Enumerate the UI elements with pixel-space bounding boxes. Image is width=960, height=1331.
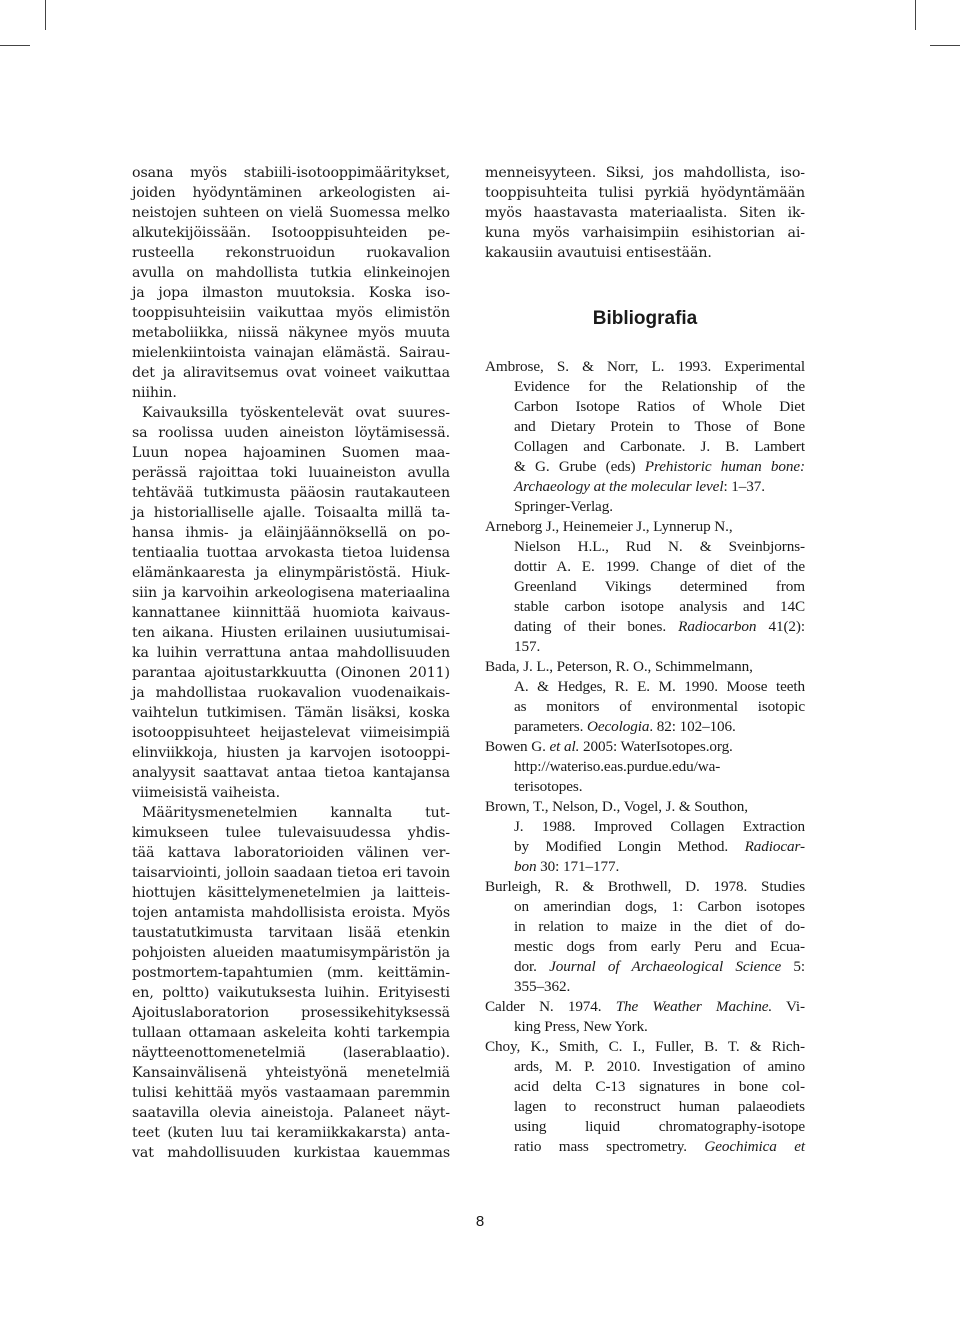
text-line: tentiaalia tuottaa arvokasta tietoa luidensa bbox=[132, 545, 450, 561]
reference-line: Evidence for the Relationship of the bbox=[514, 378, 805, 395]
reference-line: Archaeology at the molecular level: 1–37. bbox=[514, 478, 765, 495]
text-line: ja historialliselle ajalle. Toisaalta millä ta- bbox=[132, 505, 450, 521]
page-number: 8 bbox=[475, 1213, 485, 1230]
reference-line: using liquid chromatography-isotope bbox=[514, 1118, 805, 1135]
text-line: osana myös stabiili-isotooppimääritykset, bbox=[132, 165, 450, 181]
text-line: joiden hyödyntäminen arkeologisten ai- bbox=[132, 185, 450, 201]
text-line: Luun nopea hajoaminen Suomen maa- bbox=[132, 445, 450, 461]
text-line: pohjoisten alueiden maatumisympäristön ja bbox=[132, 945, 450, 961]
reference-line: dottir A. E. 1999. Change of diet of the bbox=[514, 558, 805, 575]
right-column-body-text bbox=[485, 163, 805, 263]
text-line: elinviikkoja, hiusten ja karvojen isotooppi- bbox=[132, 745, 450, 761]
text-line: mielenkiintoista vainajan elämästä. Sairau- bbox=[132, 345, 450, 361]
text-line: kuna myös varhaisimpiin esihistorian ai- bbox=[485, 225, 805, 241]
text-line: sa roolissa uuden aineiston löytämisessä. bbox=[132, 425, 450, 441]
reference-line: as monitors of environmental isotopic bbox=[514, 698, 805, 715]
reference-line: 157. bbox=[514, 638, 541, 655]
reference-line: Bowen G. et al. 2005: WaterIsotopes.org. bbox=[485, 738, 733, 755]
text-line: kakausiin avautuisi entisestään. bbox=[485, 245, 712, 261]
reference-line: Burleigh, R. & Brothwell, D. 1978. Studies bbox=[485, 878, 805, 895]
text-line: alkutekijöissään. Isotooppisuhteiden pe- bbox=[132, 225, 450, 241]
reference-line: king Press, New York. bbox=[514, 1018, 648, 1035]
bibliography-list bbox=[485, 357, 805, 1157]
text-line: siin ja karvoihin arkeologisena materiaalina bbox=[132, 585, 450, 601]
text-line: ten aikana. Hiusten erilainen uusiutumisai- bbox=[132, 625, 450, 641]
text-line: Määritysmenetelmien kannalta tut- bbox=[142, 805, 450, 821]
text-line: vaihtelun tutkimisen. Tämän lisäksi, koska bbox=[132, 705, 450, 721]
text-line: Kaivauksilla työskentelevät ovat suures- bbox=[142, 405, 450, 421]
crop-mark-right bbox=[930, 45, 960, 46]
text-line: en, poltto) vaikutuksesta luihin. Erityisesti bbox=[132, 985, 450, 1001]
reference-line: Choy, K., Smith, C. I., Fuller, B. T. & Rich- bbox=[485, 1038, 805, 1055]
text-line: neistojen suhteen on vielä Suomessa melko bbox=[132, 205, 450, 221]
reference-line: & G. Grube (eds) Prehistoric human bone: bbox=[514, 458, 805, 475]
text-line: rusteella rekonstruoidun ruokavalion bbox=[132, 245, 450, 261]
text-line: postmortem-tapahtumien (mm. keittämin- bbox=[132, 965, 450, 981]
text-line: det ja aliravitsemus ovat voineet vaikuttaa bbox=[132, 365, 450, 381]
reference-line: Springer-Verlag. bbox=[514, 498, 613, 515]
text-line: isotooppisuhteet heijastelevat viimeisimpiä bbox=[132, 725, 450, 741]
text-line: taustatutkimusta tarvitaan lisää etenkin bbox=[132, 925, 450, 941]
crop-mark-top-left bbox=[45, 0, 46, 30]
text-line: hiottujen käsittelymenetelmien ja laitteis- bbox=[132, 885, 450, 901]
bibliography-heading: Bibliografia bbox=[592, 308, 698, 329]
reference-line: and Dietary Protein to Those of Bone bbox=[514, 418, 805, 435]
text-line: Kansainvälisenä yhteistyönä menetelmiä bbox=[132, 1065, 450, 1081]
reference-line: Calder N. 1974. The Weather Machine. Vi- bbox=[485, 998, 805, 1015]
right-column bbox=[485, 163, 805, 1157]
text-line: hansa ihmis- ja eläinjäännöksellä on po- bbox=[132, 525, 450, 541]
text-line: teet (kuten luu tai keramiikkakarsta) anta- bbox=[132, 1125, 450, 1141]
text-line: tää kattava laboratorioiden välinen ver- bbox=[132, 845, 450, 861]
text-line: vat mahdollisuuden kurkistaa kauemmas bbox=[132, 1145, 450, 1161]
reference-line: Brown, T., Nelson, D., Vogel, J. & Southon, bbox=[485, 798, 748, 815]
text-line: Ajoituslaboratorion prosessikehityksessä bbox=[132, 1005, 450, 1021]
text-line: tooppisuhteita tulisi pyrkiä hyödyntämään bbox=[485, 185, 805, 201]
reference-line: acid delta C-13 signatures in bone col- bbox=[514, 1078, 805, 1095]
text-line: tehtävää tutkimusta pääosin rautakauteen bbox=[132, 485, 450, 501]
text-line: tooppisuhteisiin vaikuttaa myös elimistön bbox=[132, 305, 450, 321]
text-line: saatavilla olevia aineistoja. Palaneet näyt- bbox=[132, 1105, 450, 1121]
reference-line: dating of their bones. Radiocarbon 41(2): bbox=[514, 618, 806, 635]
text-line: tojen antamista mahdollisista eroista. Myös bbox=[132, 905, 450, 921]
left-column-body-text bbox=[132, 163, 450, 1163]
reference-line: http://wateriso.eas.purdue.edu/wa- bbox=[514, 758, 721, 775]
reference-line: Bada, J. L., Peterson, R. O., Schimmelmann, bbox=[485, 658, 753, 675]
text-line: menneisyyteen. Siksi, jos mahdollista, iso- bbox=[485, 165, 805, 181]
text-line: analyysit saattavat antaa tietoa kantajansa bbox=[132, 765, 450, 781]
reference-line: mestic dogs from early Peru and Ecua- bbox=[514, 938, 805, 955]
reference-line: by Modified Longin Method. Radiocar- bbox=[514, 838, 805, 855]
reference-line: J. 1988. Improved Collagen Extraction bbox=[514, 818, 805, 835]
reference-line: Ambrose, S. & Norr, L. 1993. Experimental bbox=[485, 358, 805, 375]
reference-line: lagen to reconstruct human palaeodiets bbox=[514, 1098, 805, 1115]
text-line: taisarviointi, jolloin saadaan tietoa eri tavoin bbox=[132, 865, 450, 881]
text-line: tullaan ottamaan askeleita kohti tarkempia bbox=[132, 1025, 450, 1041]
reference-line: Collagen and Carbonate. J. B. Lambert bbox=[514, 438, 805, 455]
text-line: viimeisistä vaiheista. bbox=[132, 785, 281, 801]
reference-line: terisotopes. bbox=[514, 778, 583, 795]
crop-mark-left bbox=[0, 45, 30, 46]
text-line: avulla on mahdollista tutkia elinkeinojen bbox=[132, 265, 450, 281]
reference-line: 355–362. bbox=[514, 978, 571, 995]
text-line: ja jopa ilmaston muutoksia. Koska iso- bbox=[132, 285, 450, 301]
text-line: kimukseen tulee tulevaisuudessa yhdis- bbox=[132, 825, 450, 841]
reference-line: on amerindian dogs, 1: Carbon isotopes bbox=[514, 898, 805, 915]
text-line: näytteenottomenetelmiä (laserablaatio). bbox=[132, 1045, 450, 1061]
reference-line: A. & Hedges, R. E. M. 1990. Moose teeth bbox=[514, 678, 805, 695]
reference-line: in relation to maize in the diet of do- bbox=[514, 918, 805, 935]
text-line: perässä rajoittaa toki luuaineiston avulla bbox=[132, 465, 450, 481]
reference-line: stable carbon isotope analysis and 14C bbox=[514, 598, 805, 615]
reference-line: dor. Journal of Archaeological Science 5: bbox=[514, 958, 805, 975]
reference-line: Greenland Vikings determined from bbox=[514, 578, 805, 595]
text-line: niihin. bbox=[132, 385, 177, 401]
text-line: parantaa ajoitustarkkuutta (Oinonen 2011) bbox=[132, 665, 450, 681]
text-line: tulisi kehittää myös vastaamaan paremmin bbox=[132, 1085, 450, 1101]
text-line: ka luihin verrattuna antaa mahdollisuuden bbox=[132, 645, 450, 661]
reference-line: Arneborg J., Heinemeier J., Lynnerup N., bbox=[485, 518, 733, 535]
text-line: metaboliikka, niissä näkynee myös muuta bbox=[132, 325, 450, 341]
reference-line: Carbon Isotope Ratios of Whole Diet bbox=[514, 398, 805, 415]
reference-line: parameters. Oecologia. 82: 102–106. bbox=[514, 718, 736, 735]
text-line: ja mahdollistaa ruokavalion vuodenaikais- bbox=[132, 685, 450, 701]
reference-line: ratio mass spectrometry. Geochimica et bbox=[514, 1138, 805, 1155]
reference-line: ards, M. P. 2010. Investigation of amino bbox=[514, 1058, 805, 1075]
text-line: myös haastavasta materiaalista. Siten ik- bbox=[485, 205, 805, 221]
text-line: kannattanee kiinnittää huomiota kaivaus- bbox=[132, 605, 450, 621]
crop-mark-top-right bbox=[915, 0, 916, 30]
text-line: elämänkaaresta ja elinympäristöstä. Hiuk- bbox=[132, 565, 450, 581]
reference-line: bon 30: 171–177. bbox=[514, 858, 620, 875]
reference-line: Nielson H.L., Rud N. & Sveinbjorns- bbox=[514, 538, 805, 555]
